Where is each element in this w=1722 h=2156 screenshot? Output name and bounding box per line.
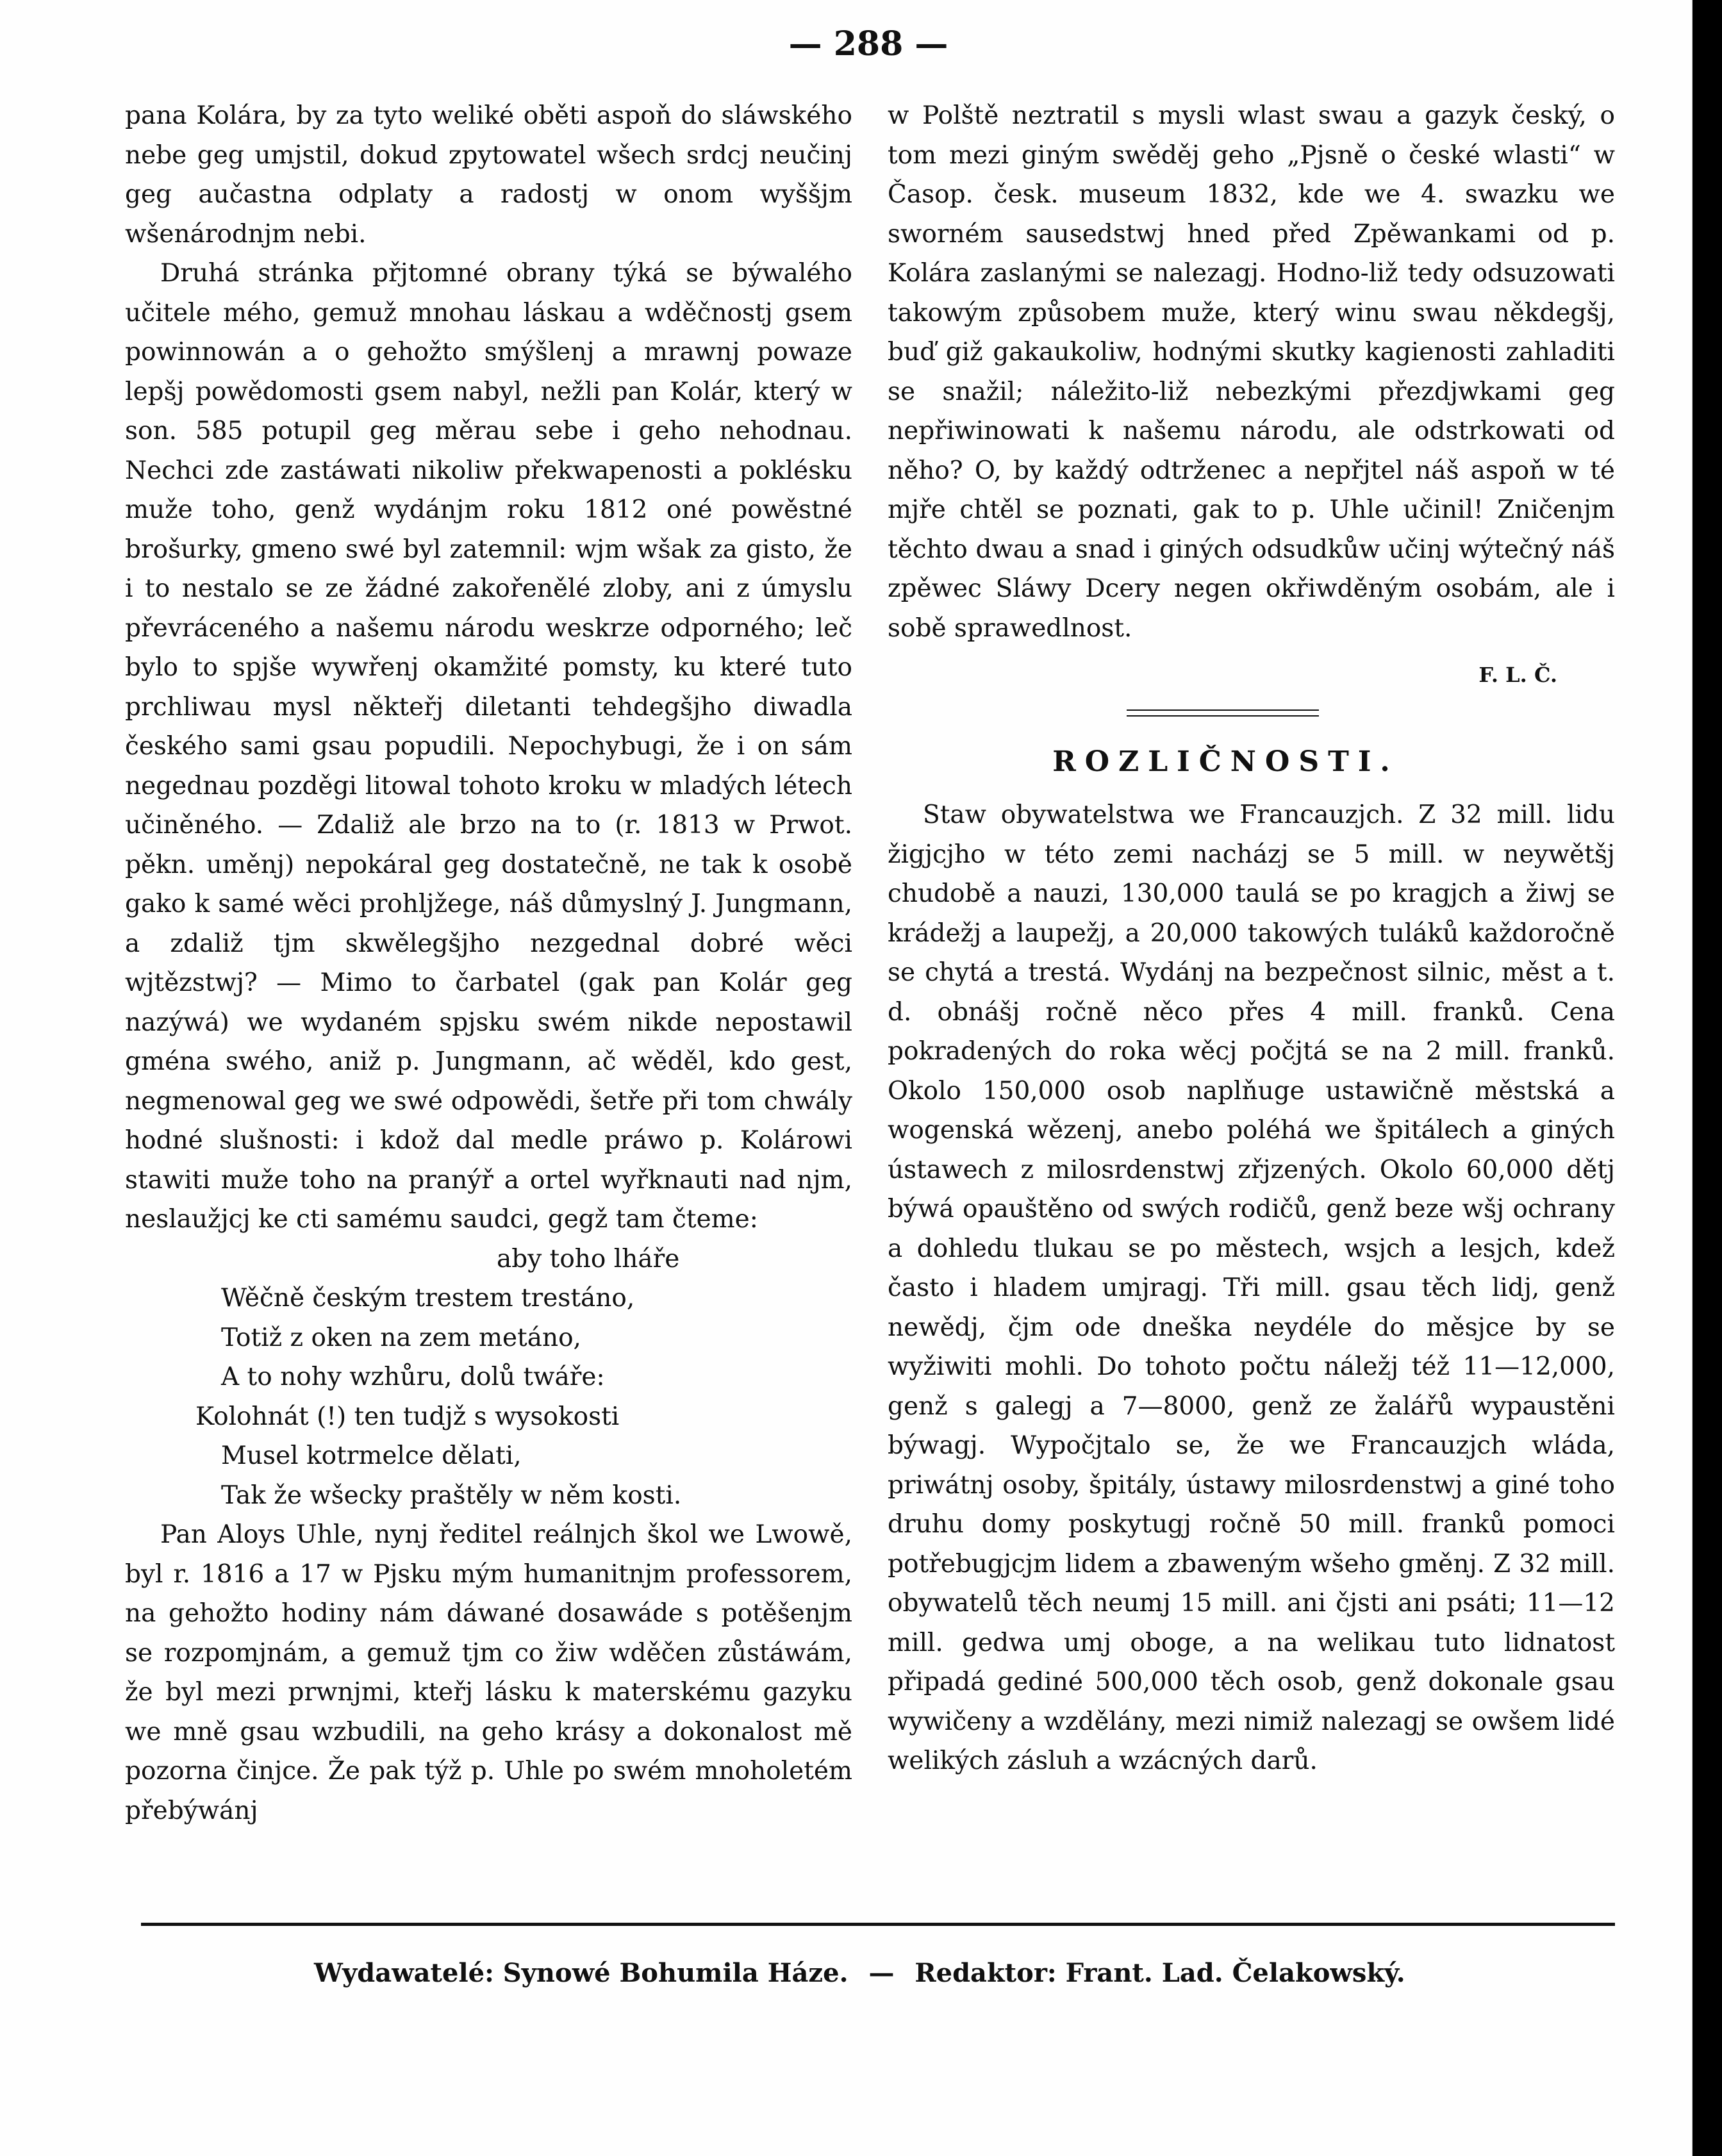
section-divider (1127, 709, 1319, 717)
author-signature: F. L. Č. (1478, 663, 1557, 687)
section-title: ROZLIČNOSTI. (1052, 745, 1399, 778)
editor-name: Frant. Lad. Čelakowský. (1065, 1958, 1405, 1988)
footer-separator: — (868, 1958, 895, 1988)
left-paragraph-2: Druhá stránka přjtomné obrany týká se býwalého učitele mého, gemuž mnohau láskau a wděčnostj gsem powinnowán a o gehožto smýšlenj a mrawnj powaze lepšj powědomosti gsem nabyl, nežli pan Kolár, který w son. 585 potupil geg měrau sebe i geho nehodnau. Nechci zde zastáwati nikoliw překwapenosti a poklésku muže toho, genž wydánjm roku 1812 oné powěstné brošurky, gmeno swé byl zatemnil: wjm wšak za gisto, že i to nestalo se ze žádné zakořenělé zloby, ani z úmyslu převráceného a našemu národu weskrze odporného; leč bylo to spjše wywřenj okamžité pomsty, ku které tuto prchliwau mysl někteřj diletanti tehdegšjho diwadla českého sami gsau popudili. Nepochybugi, že i on sám negednau pozděgi litowal tohoto kroku w mladých létech učiněného. — Zdaliž ale brzo na to (r. 1813 w Prwot. pěkn. uměnj) nepokáral geg dostatečně, ne tak k osobě gako k samé wěci prohljžege, náš důmyslný J. Jungmann, a zdaliž tjm skwělegšjho nezgednal dobré wěci wjtězstwj? — Mimo to čarbatel (gak pan Kolár geg nazýwá) we wydaném spjsku swém nikde nepostawil gména swého, aniž p. Jungmann, ač wěděl, kdo gest, negmenowal geg we swé odpowědi, šetře při tom chwály hodné slušnosti: i kdož dal medle práwo p. Kolárowi stawiti muže toho na pranýř a ortel wyřknauti nad njm, neslaužjcj ke cti samému saudci, gegž tam čteme: (125, 259, 852, 1234)
page-number: — 288 — (788, 24, 948, 63)
poem-line: Tak že wšecky praštěly w něm kosti. (221, 1480, 682, 1510)
left-paragraph-1: pana Kolára, by za tyto weliké oběti aspoň do sláwského nebe geg umjstil, dokud zpytowatel wšech srdcj neučinj geg aučastna odplaty a radostj w onom wyššjm wšenárodnjm nebi. (125, 101, 852, 249)
left-column (125, 96, 852, 1830)
poem-quote (125, 1240, 852, 1516)
publishers-name: Synowé Bohumila Háze. (502, 1958, 849, 1988)
poem-line: aby toho lháře (497, 1244, 680, 1273)
left-paragraph-3: Pan Aloys Uhle, nynj ředitel reálnjch škol we Lwowě, byl r. 1816 a 17 w Pjsku mým humanitnjm professorem, na gehožto hodiny nám dáwané dosawáde s potěšenjm se rozpomjnám, a gemuž tjm co žiw wděčen zůstáwám, že byl mezi prwnjmi, kteřj lásku k materskému gazyku we mně gsau wzbudili, na geho krásy a dokonalost mě pozorna činjce. Že pak týž p. Uhle po swém mnoholetém přebýwánj (125, 1520, 852, 1825)
imprint-footer (314, 1958, 1532, 1988)
right-paragraph-2: Staw obywatelstwa we Francauzjch. Z 32 mill. lidu žigjcjho w této zemi nacházj se 5 mill. w neywětšj chudobě a nauzi, 130,000 taulá se po kragjch a žiwj se krádežj a laupežj, a 20,000 takowých tuláků každoročně se chytá a trestá. Wydánj na bezpečnost silnic, měst a t. d. obnášj ročně něco přes 4 mill. franků. Cena pokradených do roka wěcj počjtá se na 2 mill. franků. Okolo 150,000 osob naplňuge ustawičně městská a wogenská wězenj, anebo poléhá we špitálech a giných ústawech z milosrdenstwj zřjzených. Okolo 60,000 dětj býwá opauštěno od swých rodičů, genž beze wšj ochrany a dohledu tlukau se po městech, wsjch a lesjch, kdež často i hladem umjragj. Tři mill. gsau těch lidj, genž newědj, čjm ode dneška neydéle do měsjce by se wyžiwiti mohli. Do tohoto počtu náležj též 11—12,000, genž s galegj a 7—8000, genž ze žalářů wypaustěni býwagj. Wypočjtalo se, že we Francauzjch wláda, priwátnj osoby, špitály, ústawy milosrdenstwj a giné toho druhu domy poskytugj ročně 50 mill. franků pomoci potřebugjcjm lidem a zbaweným wšeho gměnj. Z 32 mill. obywatelů těch neumj 15 mill. ani čjsti ani psáti; 11—12 mill. gedwa umj oboge, a na welikau tuto lidnatost připadá gediné 500,000 těch osob, genž dokonale gsau wywičeny a wzdělány, mezi nimiž nalezagj se owšem lidé welikých zásluh a wzácných darů. (888, 800, 1615, 1775)
poem-line: Musel kotrmelce dělati, (221, 1441, 522, 1470)
right-paragraph-1: w Polště neztratil s mysli wlast swau a gazyk český, o tom mezi giným swěděj geho „Pjsně o české wlasti“ w Časop. česk. museum 1832, kde we 4. swazku we sworném sausedstwj hned před Zpěwankami od p. Kolára zaslanými se nalezagj. Hodno-liž tedy odsuzowati takowým způsobem muže, který winu swau někdegšj, buď giž gakaukoliw, hodnými skutky kagienosti zahladiti se snažil; náležito-liž nebezkými přezdjwkami geg nepřiwinowati k našemu národu, ale odstrkowati od něho? O, by každý odtrženec a nepřjtel náš aspoň w té mjře chtěl se poznati, gak to p. Uhle učinil! Zničenjm těchto dwau a snad i giných odsudkůw učinj wýtečný náš zpěwec Sláwy Dcery negen okřiwděným osobám, ale i sobě sprawedlnost. (888, 101, 1615, 643)
poem-line: Wěčně českým trestem trestáno, (221, 1284, 635, 1313)
poem-line: Kolohnát (!) ten tudjž s wysokosti (195, 1402, 620, 1431)
poem-line: A to nohy wzhůru, dolů twáře: (221, 1363, 605, 1391)
poem-line: Totiž z oken na zem metáno, (221, 1323, 581, 1352)
publishers-label: Wydawatelé: (314, 1958, 494, 1988)
editor-label: Redaktor: (915, 1958, 1057, 1988)
footer-rule (141, 1923, 1615, 1926)
right-column (888, 96, 1615, 1781)
